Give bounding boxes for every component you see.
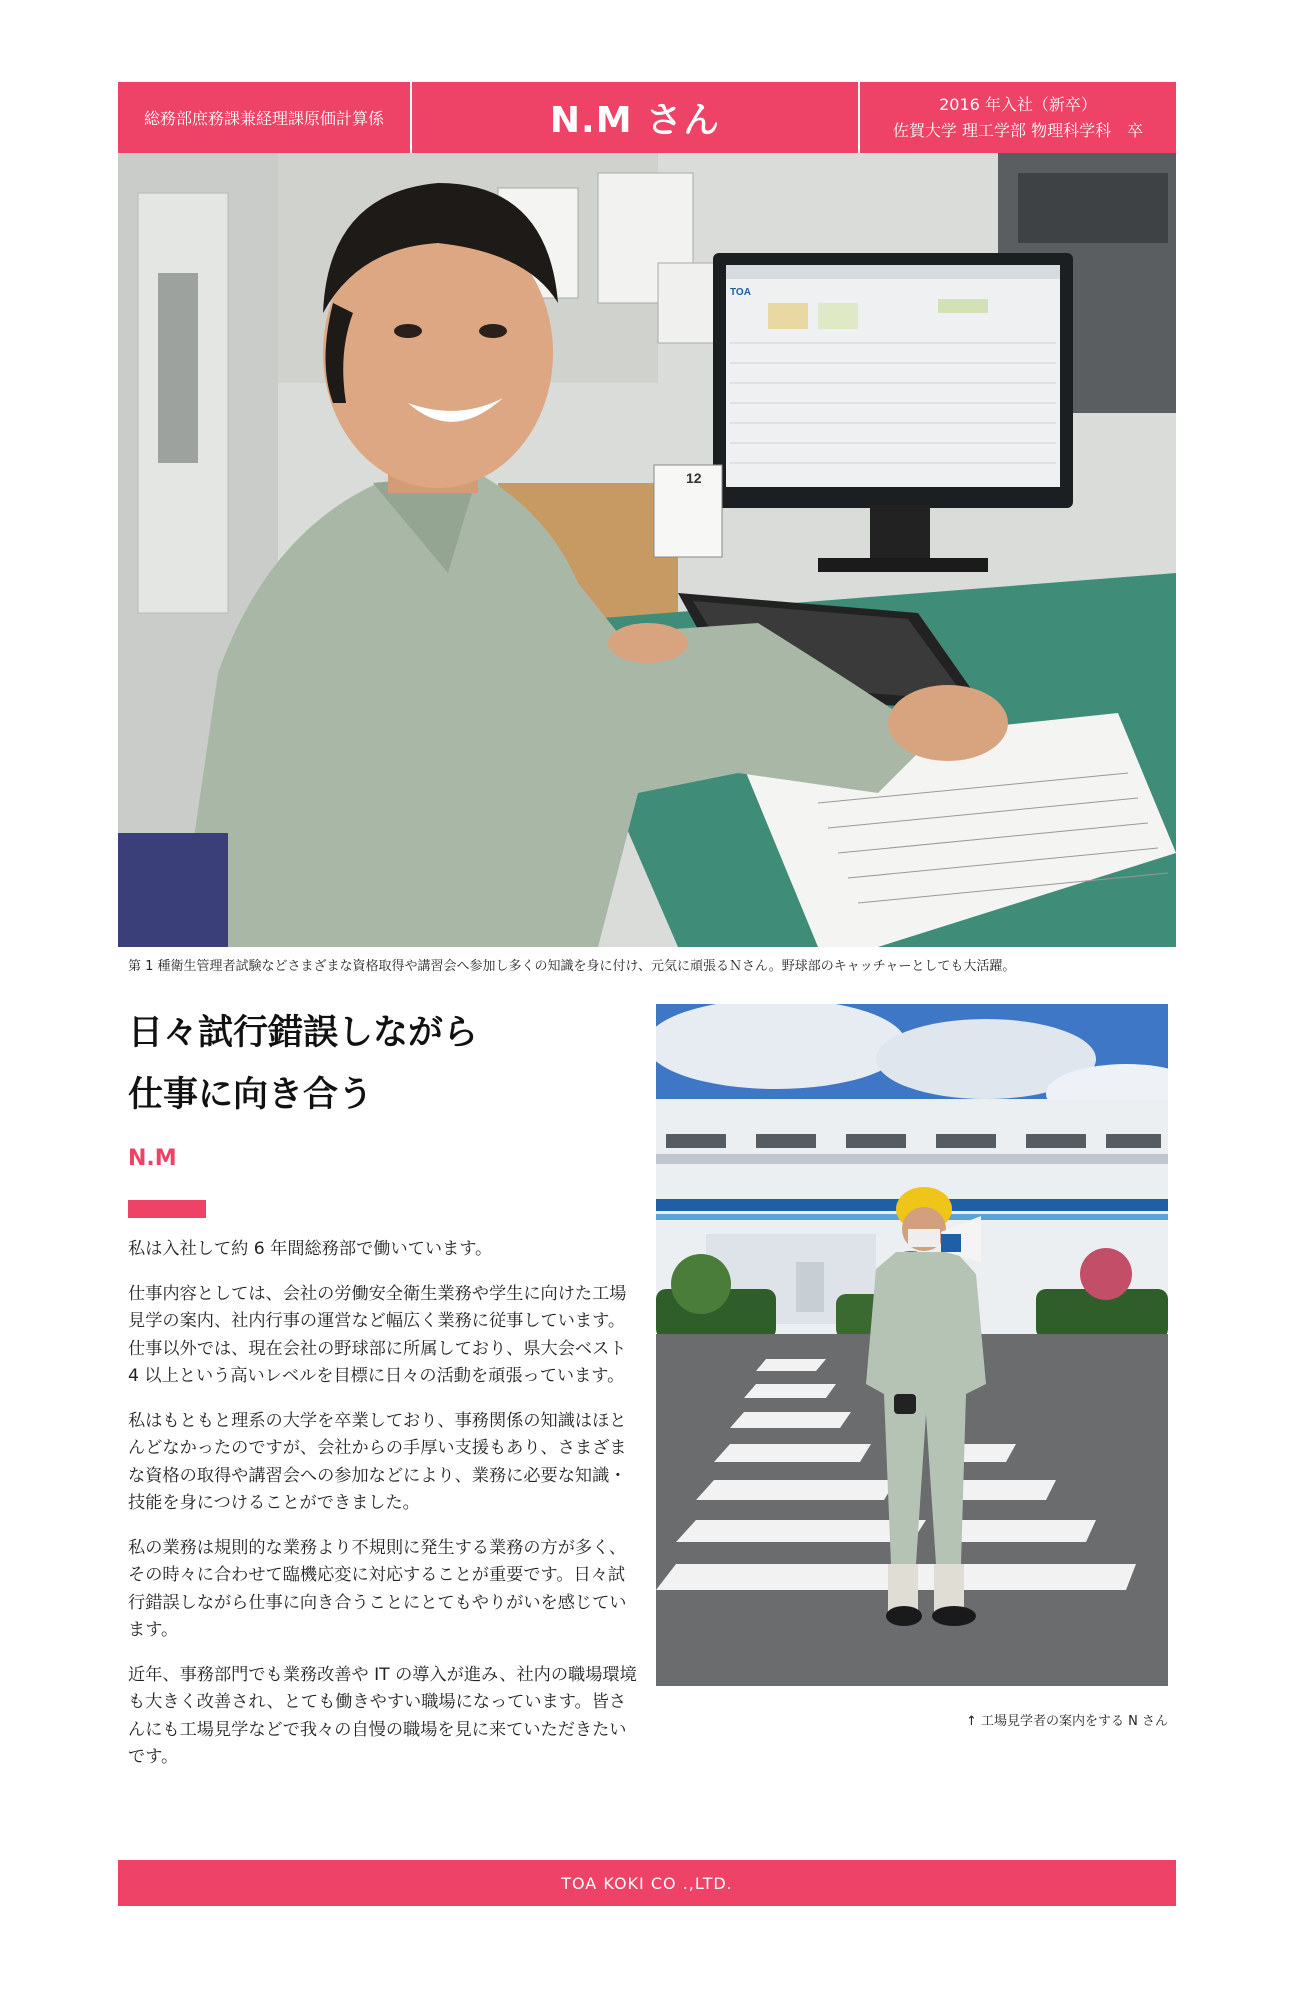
department-label: 総務部庶務課兼経理課原価計算係 xyxy=(118,82,412,153)
headline-line2: 仕事に向き合う xyxy=(128,1075,374,1115)
office-photo-illustration xyxy=(118,153,1176,947)
join-year: 2016 年入社（新卒） xyxy=(939,94,1097,114)
article-author: N.M xyxy=(128,1146,177,1171)
education: 佐賀大学 理工学部 物理科学科 卒 xyxy=(892,120,1144,140)
employee-name: N.M さん xyxy=(412,82,860,153)
photo2-caption: ↑ 工場見学者の案内をする N さん xyxy=(965,1714,1168,1729)
company-footer xyxy=(118,1860,1176,1906)
company-name: TOA KOKI CO .,LTD. xyxy=(561,1873,733,1893)
paragraph: 私は入社して約 6 年間総務部で働いています。 xyxy=(128,1239,493,1259)
headline-line1: 日々試行錯誤しながら xyxy=(128,1013,479,1053)
article-headline xyxy=(128,1002,648,1126)
factory-tour-illustration xyxy=(656,1004,1168,1686)
employee-info xyxy=(860,82,1176,153)
article-body xyxy=(128,1236,638,1789)
monitor-logo-text: TOA xyxy=(730,287,751,298)
paragraph: 私はもともと理系の大学を卒業しており、事務関係の知識はほとんどなかったのですが、会社からの手厚い支援もあり、さまざまな資格の取得や講習会への参加などにより、業務に必要な知識・技能を身につけることができました。 xyxy=(128,1410,627,1513)
factory-tour-photo xyxy=(656,1004,1168,1686)
paragraph: 近年、事務部門でも業務改善や IT の導入が進み、社内の職場環境も大きく改善され、とても働きやすい職場になっています。皆さんにも工場見学などで我々の自慢の職場を見に来ていただきたいです。 xyxy=(128,1664,637,1767)
photo1-caption: 第 1 種衛生管理者試験などさまざまな資格取得や講習会へ参加し多くの知識を身に付け、元気に頑張るＮさん。野球部のキャッチャーとしても大活躍。 xyxy=(128,959,1016,974)
paragraph: 仕事内容としては、会社の労働安全衛生業務や学生に向けた工場見学の案内、社内行事の運営など幅広く業務に従事しています。仕事以外では、現在会社の野球部に所属しており、県大会ベスト 4 以上という高いレベルを目標に日々の活動を頑張っています。 xyxy=(128,1283,627,1386)
profile-header xyxy=(118,82,1176,153)
accent-divider xyxy=(128,1200,206,1218)
paragraph: 私の業務は規則的な業務より不規則に発生する業務の方が多く、その時々に合わせて臨機応変に対応することが重要です。日々試行錯誤しながら仕事に向き合うことにとてもやりがいを感じています。 xyxy=(128,1537,627,1640)
calendar-month: 12 xyxy=(686,470,702,486)
office-photo xyxy=(118,153,1176,947)
